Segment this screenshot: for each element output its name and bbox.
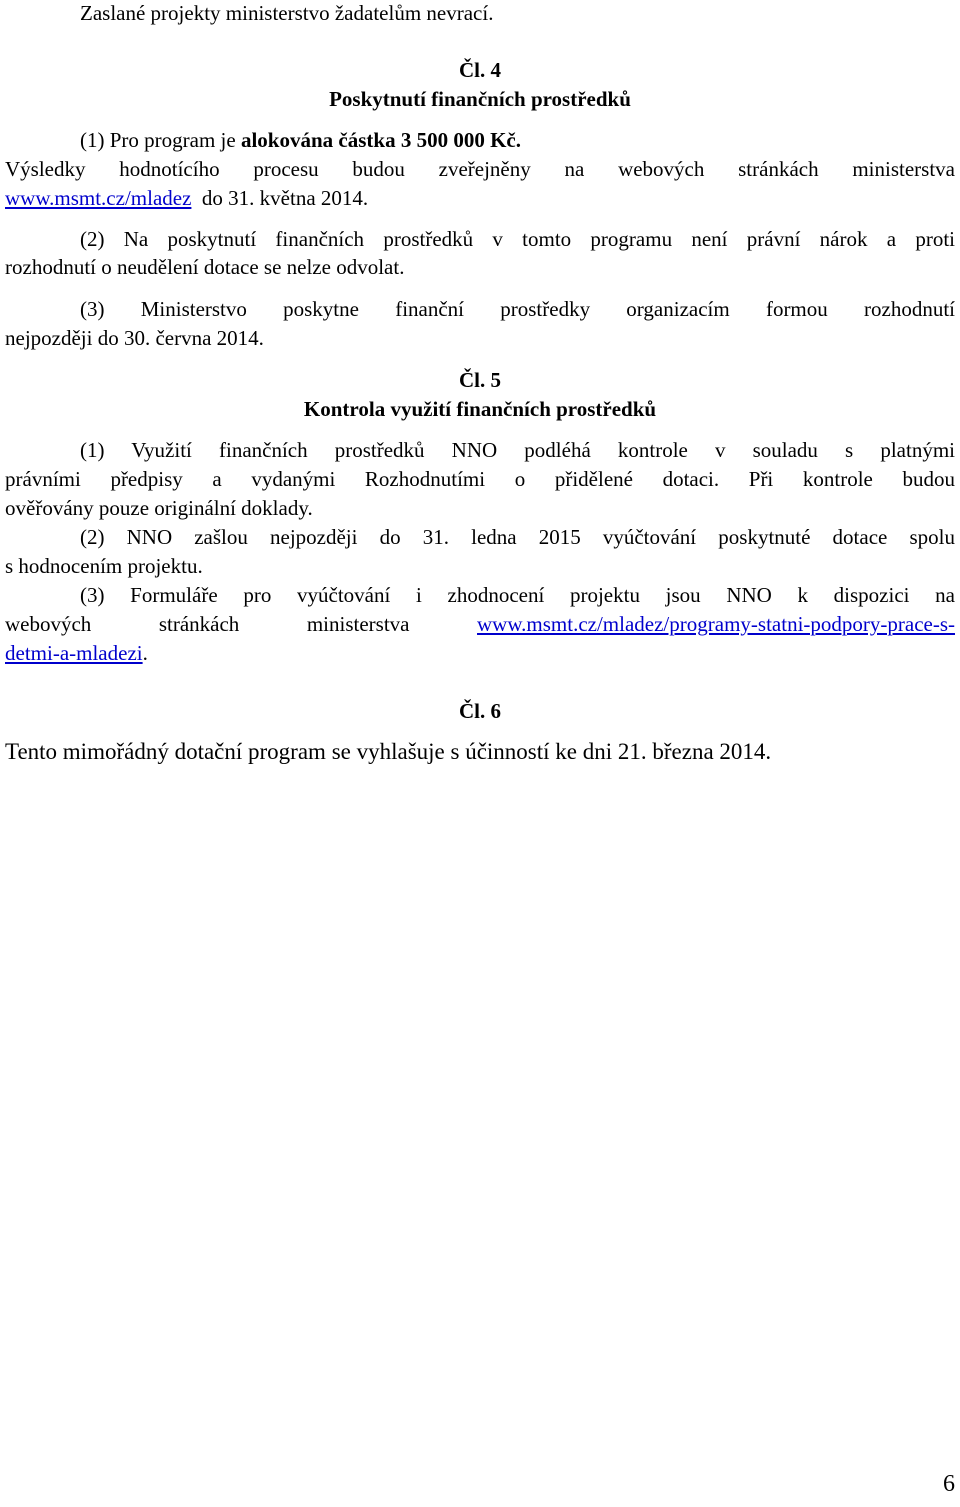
art5-p3-period: .: [142, 641, 148, 665]
art5-p3-line3: [5, 639, 955, 667]
article-5-title: Kontrola využití finančních prostředků: [303, 397, 657, 421]
article-6-number: Čl. 6: [459, 699, 501, 723]
programy-link-part2[interactable]: detmi-a-mladezi: [5, 641, 143, 665]
art5-p3-line1: (3) Formuláře pro vyúčtování i zhodnocení projektu jsou NNO k dispozici na: [80, 583, 955, 607]
art5-p2-line2: s hodnocením projektu.: [5, 554, 203, 578]
art5-p3-text: webových stránkách ministerstva: [5, 612, 478, 636]
art4-p3-line2: nejpozději do 30. června 2014.: [5, 326, 264, 350]
art4-p1-line2: Výsledky hodnotícího procesu budou zveřejněny na webových stránkách ministerstva: [5, 157, 955, 181]
page-number: 6: [943, 1471, 955, 1497]
art5-p1-line3: ověřovány pouze originální doklady.: [5, 496, 313, 520]
article-6-text: Tento mimořádný dotační program se vyhlašuje s účinností ke dni 21. března 2014.: [5, 739, 772, 764]
art4-p1-amount: alokována částka 3 500 000 Kč.: [240, 128, 521, 152]
art4-p1-line1: [5, 126, 955, 154]
art5-p2-line1: (2) NNO zašlou nejpozději do 31. ledna 2015 vyúčtování poskytnuté dotace spolu: [80, 525, 955, 549]
intro-paragraph: Zaslané projekty ministerstvo žadatelům nevrací.: [80, 1, 494, 25]
art4-p1-prefix: (1) Pro program je: [80, 128, 241, 152]
programy-link-part1[interactable]: www.msmt.cz/mladez/programy-statni-podpory-prace-s-: [477, 612, 955, 636]
article-4-number: Čl. 4: [459, 58, 501, 82]
art5-p3-line2: [5, 610, 955, 638]
art4-p2-line1: (2) Na poskytnutí finančních prostředků v tomto programu není právní nárok a proti: [80, 227, 955, 251]
article-4-title: Poskytnutí finančních prostředků: [329, 87, 631, 111]
art4-p3-line1: (3) Ministerstvo poskytne finanční prostředky organizacím formou rozhodnutí: [80, 297, 955, 321]
art5-p1-line1: (1) Využití finančních prostředků NNO podléhá kontrole v souladu s platnými: [80, 438, 955, 462]
msmt-mladez-link[interactable]: www.msmt.cz/mladez: [5, 186, 192, 210]
art5-p1-line2: právními předpisy a vydanými Rozhodnutími o přidělené dotaci. Při kontrole budou: [5, 467, 955, 491]
art4-p1-line3: [5, 184, 955, 212]
art4-p1-deadline: do 31. května 2014.: [191, 186, 369, 210]
article-5-number: Čl. 5: [459, 368, 501, 392]
art4-p2-line2: rozhodnutí o neudělení dotace se nelze odvolat.: [5, 255, 405, 279]
